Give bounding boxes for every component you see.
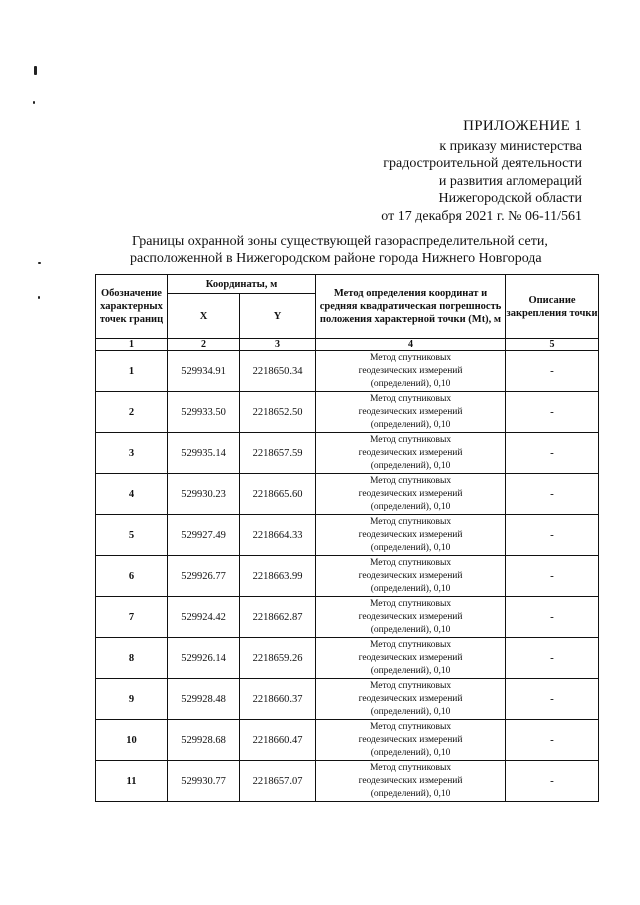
method-cell [316,761,506,802]
table-row [96,556,599,597]
method-line: (определений), 0,10 [370,501,451,512]
point-number-cell: 4 [96,474,168,515]
fixing-description-cell: - [506,597,599,638]
fixing-description-cell: - [506,679,599,720]
header-coordinates: Координаты, м [168,275,316,294]
annex-line: и развития агломераций [438,173,582,189]
x-coordinate-cell: 529927.49 [168,515,240,556]
y-coordinate-cell: 2218665.60 [240,474,316,515]
annex-line: градостроительной деятельности [383,156,582,172]
column-number: 3 [240,339,316,351]
method-cell [316,638,506,679]
column-number: 1 [96,339,168,351]
method-line: Метод спутниковых [369,393,452,404]
scan-speck [38,262,41,264]
fixing-description-cell: - [506,556,599,597]
table-row [96,679,599,720]
method-cell [316,556,506,597]
method-line: геодезических измерений [358,529,463,540]
y-coordinate-cell: 2218657.07 [240,761,316,802]
point-number-cell: 1 [96,351,168,392]
fixing-description-cell: - [506,433,599,474]
fixing-description-cell: - [506,638,599,679]
annex-line: к приказу министерства [439,138,582,154]
table-row [96,761,599,802]
table-row [96,720,599,761]
table-row [96,515,599,556]
x-coordinate-cell: 529930.23 [168,474,240,515]
x-coordinate-cell: 529933.50 [168,392,240,433]
point-number-cell: 7 [96,597,168,638]
document-title-line: расположенной в Нижегородском районе города Нижнего Новгорода [130,251,542,266]
annex-title: ПРИЛОЖЕНИЕ 1 [463,118,582,134]
method-line: Метод спутниковых [369,434,452,445]
method-line: Метод спутниковых [369,639,452,650]
table-row [96,597,599,638]
method-line: (определений), 0,10 [370,665,451,676]
method-line: Метод спутниковых [369,762,452,773]
method-cell [316,679,506,720]
x-coordinate-cell: 529926.77 [168,556,240,597]
scan-speck [33,101,35,104]
method-line: геодезических измерений [358,693,463,704]
x-coordinate-cell: 529924.42 [168,597,240,638]
method-line: Метод спутниковых [369,680,452,691]
x-coordinate-cell: 529926.14 [168,638,240,679]
method-line: геодезических измерений [358,775,463,786]
scan-speck [38,296,40,299]
method-cell [316,474,506,515]
method-line: геодезических измерений [358,652,463,663]
y-coordinate-cell: 2218660.47 [240,720,316,761]
method-line: геодезических измерений [358,488,463,499]
method-line: (определений), 0,10 [370,747,451,758]
method-line: геодезических измерений [358,365,463,376]
point-number-cell: 8 [96,638,168,679]
fixing-description-cell: - [506,474,599,515]
method-cell [316,720,506,761]
y-coordinate-cell: 2218664.33 [240,515,316,556]
method-line: (определений), 0,10 [370,378,451,389]
point-number-cell: 11 [96,761,168,802]
header-point-designation: Обозначение характерных точек границ [96,275,168,339]
annex-header [381,118,582,226]
fixing-description-cell: - [506,351,599,392]
point-number-cell: 9 [96,679,168,720]
point-number-cell: 2 [96,392,168,433]
annex-line: Нижегородской области [438,191,582,207]
method-line: геодезических измерений [358,611,463,622]
method-line: (определений), 0,10 [370,788,451,799]
header-x: X [168,294,240,339]
method-cell [316,392,506,433]
method-line: Метод спутниковых [369,557,452,568]
method-line: геодезических измерений [358,570,463,581]
method-line: (определений), 0,10 [370,624,451,635]
method-line: Метод спутниковых [369,598,452,609]
y-coordinate-cell: 2218657.59 [240,433,316,474]
method-line: (определений), 0,10 [370,460,451,471]
y-coordinate-cell: 2218652.50 [240,392,316,433]
method-line: (определений), 0,10 [370,419,451,430]
header-y: Y [240,294,316,339]
table-row [96,433,599,474]
table-row [96,474,599,515]
document-title-line: Границы охранной зоны существующей газораспределительной сети, [132,234,548,249]
boundary-coordinates-table [95,274,599,802]
header-method: Метод определения координат и средняя квадратическая погрешность положения характерной точки (Mt), м [316,275,506,339]
y-coordinate-cell: 2218659.26 [240,638,316,679]
method-line: Метод спутниковых [369,721,452,732]
method-cell [316,351,506,392]
x-coordinate-cell: 529928.68 [168,720,240,761]
annex-order-date: от 17 декабря 2021 г. № 06-11/561 [381,208,582,224]
method-line: геодезических измерений [358,406,463,417]
point-number-cell: 3 [96,433,168,474]
table-row [96,392,599,433]
point-number-cell: 5 [96,515,168,556]
x-coordinate-cell: 529930.77 [168,761,240,802]
y-coordinate-cell: 2218650.34 [240,351,316,392]
document-title [96,233,596,267]
method-line: геодезических измерений [358,447,463,458]
method-cell [316,597,506,638]
fixing-description-cell: - [506,761,599,802]
y-coordinate-cell: 2218660.37 [240,679,316,720]
method-line: Метод спутниковых [369,516,452,527]
column-number: 4 [316,339,506,351]
method-cell [316,433,506,474]
method-line: (определений), 0,10 [370,706,451,717]
fixing-description-cell: - [506,515,599,556]
method-line: Метод спутниковых [369,352,452,363]
column-number: 5 [506,339,599,351]
method-line: (определений), 0,10 [370,583,451,594]
y-coordinate-cell: 2218663.99 [240,556,316,597]
fixing-description-cell: - [506,392,599,433]
method-line: Метод спутниковых [369,475,452,486]
fixing-description-cell: - [506,720,599,761]
method-line: (определений), 0,10 [370,542,451,553]
x-coordinate-cell: 529928.48 [168,679,240,720]
table-row [96,351,599,392]
header-fixing-description: Описание закрепления точки [506,275,599,339]
y-coordinate-cell: 2218662.87 [240,597,316,638]
method-line: геодезических измерений [358,734,463,745]
x-coordinate-cell: 529935.14 [168,433,240,474]
x-coordinate-cell: 529934.91 [168,351,240,392]
column-number: 2 [168,339,240,351]
method-cell [316,515,506,556]
scan-speck [34,66,37,75]
table-row [96,638,599,679]
point-number-cell: 10 [96,720,168,761]
point-number-cell: 6 [96,556,168,597]
